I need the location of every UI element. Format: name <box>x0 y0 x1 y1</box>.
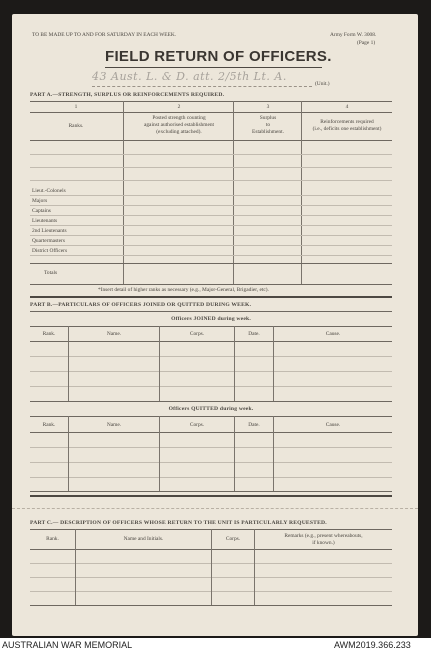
joined-divider-4 <box>273 326 274 401</box>
quitted-col-rank: Rank. <box>42 422 56 428</box>
joined-col-name: Name. <box>106 331 122 337</box>
part-c-divider-2 <box>211 529 212 605</box>
quitted-divider-4 <box>273 416 274 491</box>
col-posted-header-1: Posted strength counting <box>152 115 206 121</box>
col-number-4: 4 <box>345 104 349 110</box>
quitted-col-date: Date. <box>248 422 260 428</box>
totals-top-rule <box>30 263 392 264</box>
part-a-top-rule <box>30 101 392 102</box>
quitted-col-corps: Corps. <box>189 422 205 428</box>
quitted-divider-3 <box>234 416 235 491</box>
quitted-row-line <box>30 477 392 478</box>
rank-label-captains: Captains <box>32 208 51 214</box>
joined-divider-2 <box>159 326 160 401</box>
rank-row-line <box>30 205 392 206</box>
quitted-divider-2 <box>159 416 160 491</box>
rank-row-line <box>30 225 392 226</box>
part-c-col-remarks-1: Remarks (e.g., present whereabouts, <box>284 533 363 539</box>
blank-row-line <box>30 154 392 155</box>
joined-divider-3 <box>234 326 235 401</box>
joined-row-line <box>30 356 392 357</box>
part-a-divider-1 <box>123 101 124 284</box>
part-a-title: PART A.—STRENGTH, SURPLUS OR REINFORCEMENTS REQUIRED. <box>30 92 225 98</box>
col-surplus-header-3: Establishment. <box>252 129 284 135</box>
handwritten-unit: 43 Aust. L. & D. att. 2/5th Lt. A. <box>92 70 287 83</box>
quitted-header-top-rule <box>30 416 392 417</box>
joined-col-rank: Rank. <box>42 331 56 337</box>
rank-label-district-officers: District Officers <box>32 248 68 254</box>
quitted-header-rule <box>30 432 392 433</box>
col-number-1: 1 <box>74 104 78 110</box>
col-number-2: 2 <box>177 104 181 110</box>
part-c-title: PART C.— DESCRIPTION OF OFFICERS WHOSE RETURN TO THE UNIT IS PARTICULARLY REQUESTED. <box>30 520 327 526</box>
unit-dotted-line <box>92 86 312 87</box>
joined-subtitle: Officers JOINED during week. <box>171 316 251 322</box>
part-a-end-rule <box>30 296 392 298</box>
joined-header-top-rule <box>30 326 392 327</box>
part-b-top-rule <box>30 311 392 312</box>
footer-credit: AUSTRALIAN WAR MEMORIAL <box>2 640 133 650</box>
rank-row-line <box>30 245 392 246</box>
part-c-col-rank: Rank. <box>46 536 59 542</box>
page-number: (Page 1) <box>357 40 376 46</box>
part-a-divider-2 <box>233 101 234 284</box>
rank-label-lieutenants: Lieutenants <box>32 218 58 224</box>
col-reinforcements-header-1: Reinforcements required <box>320 119 374 125</box>
col-reinforcements-header-2: (i.e., deficits one establishment) <box>312 126 382 132</box>
rank-row-line <box>30 215 392 216</box>
col-posted-header-2: against authorised establishment <box>143 122 215 128</box>
quitted-row-line <box>30 462 392 463</box>
rank-row-line <box>30 195 392 196</box>
blank-row-line <box>30 180 392 181</box>
header-note: TO BE MADE UP TO AND FOR SATURDAY IN EACH WEEK. <box>32 32 177 38</box>
quitted-bottom-rule <box>30 491 392 492</box>
part-c-bottom-rule <box>30 605 392 606</box>
part-c-divider-3 <box>254 529 255 605</box>
fold-line <box>12 508 418 509</box>
part-c-col-corps: Corps. <box>225 536 241 542</box>
quitted-row-line <box>30 447 392 448</box>
form-number: Army Form W. 3008. <box>330 32 377 38</box>
col-number-3: 3 <box>266 104 270 110</box>
rank-row-line <box>30 255 392 256</box>
col-surplus-header-2: to <box>265 122 271 128</box>
rank-label-quartermasters: Quartermasters <box>32 238 65 244</box>
part-a-divider-3 <box>301 101 302 284</box>
joined-col-cause: Cause. <box>325 331 341 337</box>
joined-row-line <box>30 371 392 372</box>
form-page <box>12 14 418 636</box>
part-a-number-rule <box>30 112 392 113</box>
part-a-header-rule <box>30 140 392 141</box>
joined-header-rule <box>30 341 392 342</box>
title-underline <box>105 67 322 68</box>
rank-label-lt-col: Lieut.-Colonels <box>32 188 66 194</box>
quitted-divider-1 <box>68 416 69 491</box>
rank-label-2nd-lieutenants: 2nd Lieutenants <box>32 228 67 234</box>
part-c-col-remarks-2: if known.) <box>312 540 335 546</box>
totals-label: Totals <box>44 270 58 276</box>
quitted-subtitle: Officers QUITTED during week. <box>168 406 254 412</box>
rank-label-majors: Majors <box>32 198 48 204</box>
blank-row-line <box>30 167 392 168</box>
quitted-col-cause: Cause. <box>325 422 341 428</box>
unit-label: (Unit.) <box>315 81 330 87</box>
joined-row-line <box>30 386 392 387</box>
part-c-col-name: Name and Initials. <box>123 536 164 542</box>
part-a-bottom-rule <box>30 284 392 285</box>
joined-col-date: Date. <box>248 331 260 337</box>
col-posted-header-3: (excluding attached). <box>156 129 202 135</box>
joined-divider-1 <box>68 326 69 401</box>
form-title: FIELD RETURN OF OFFICERS. <box>105 48 332 65</box>
part-b-end-rule <box>30 495 392 497</box>
col-surplus-header-1: Surplus <box>259 115 277 121</box>
joined-bottom-rule <box>30 401 392 402</box>
quitted-col-name: Name. <box>106 422 122 428</box>
footer-accession-number: AWM2019.366.233 <box>334 640 411 650</box>
joined-col-corps: Corps. <box>189 331 205 337</box>
rank-row-line <box>30 235 392 236</box>
part-b-title: PART B.—PARTICULARS OF OFFICERS JOINED OR QUITTED DURING WEEK. <box>30 302 252 308</box>
part-a-footnote: *Insert detail of higher ranks as necessary (e.g., Major-General, Brigadier, etc). <box>98 287 269 293</box>
col-ranks-header: Ranks. <box>68 123 84 129</box>
part-c-divider-1 <box>75 529 76 605</box>
